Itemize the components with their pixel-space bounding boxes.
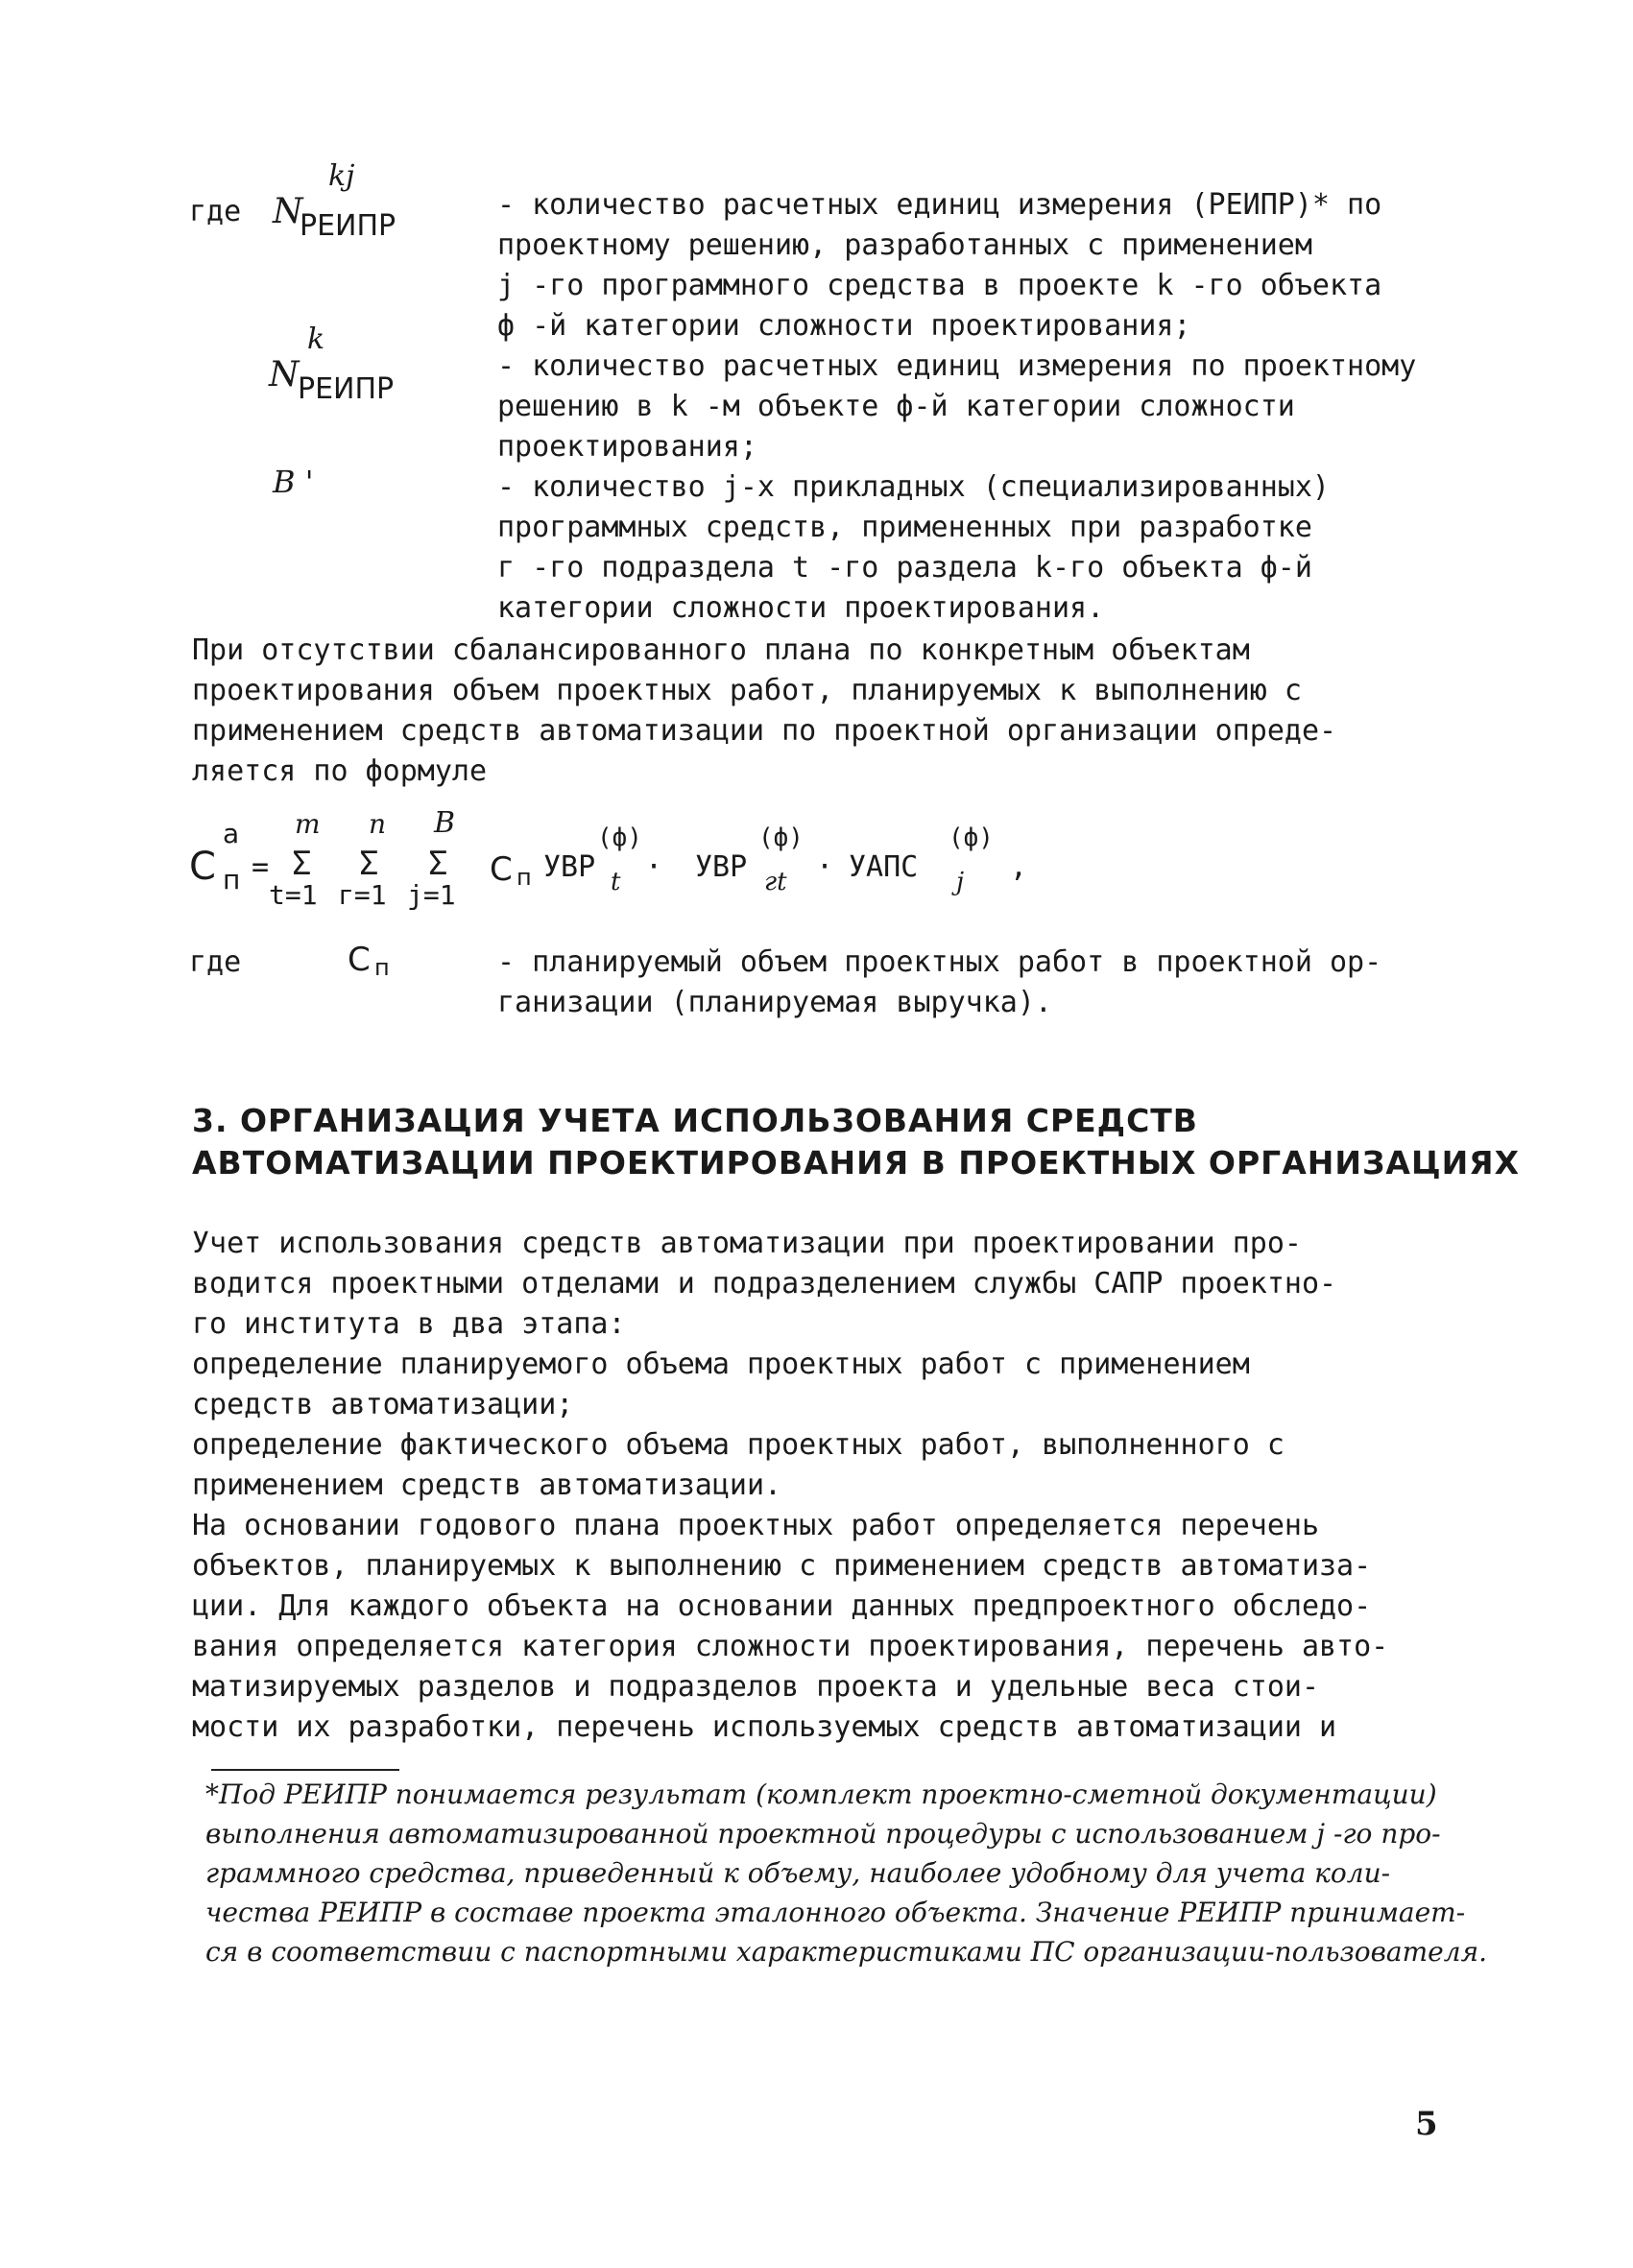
formula-term-uvr-gt-subscript: гt: [764, 868, 787, 896]
symbol-b-prime: B ': [273, 464, 314, 500]
definition-line: - количество расчетных единиц измерения по проектному: [497, 349, 1417, 383]
paragraph-line: проектирования объем проектных работ, планируемых к выполнению с: [192, 674, 1302, 707]
paragraph-line: ции. Для каждого объекта на основании данных предпроектного обследо-: [192, 1589, 1372, 1623]
sum2-upper-limit: n: [369, 808, 387, 840]
paragraph-line: Учет использования средств автоматизации при проектировании про-: [192, 1227, 1302, 1260]
sum3-sigma: Σ: [428, 845, 448, 883]
sum1-lower-limit: t=1: [269, 879, 318, 911]
footnote-line: *Под РЕИПР понимается результат (комплект проектно-сметной документации): [205, 1779, 1437, 1810]
definition-line: ф -й категории сложности проектирования;: [497, 309, 1191, 343]
paragraph-line: применением средств автоматизации.: [192, 1468, 782, 1502]
where-label-2: где: [189, 945, 242, 979]
definition-line: ганизации (планируемая выручка).: [497, 986, 1052, 1019]
paragraph-line: определение планируемого объема проектных работ с применением: [192, 1348, 1250, 1381]
definition-line: - количество расчетных единиц измерения (РЕИПР)* по: [497, 188, 1382, 222]
definition-line: проектному решению, разработанных с применением: [497, 228, 1312, 262]
formula-lhs-subscript: п: [223, 864, 241, 895]
sum2-sigma: Σ: [359, 845, 379, 883]
section-heading-line-2: АВТОМАТИЗАЦИИ ПРОЕКТИРОВАНИЯ В ПРОЕКТНЫХ ОРГАНИЗАЦИЯХ: [192, 1144, 1521, 1182]
definition-line: решению в k -м объекте ф-й категории сложности: [497, 390, 1295, 423]
symbol-n-k-superscript: k: [307, 322, 325, 356]
formula-term-uaps-subscript: j: [956, 868, 965, 896]
formula-comma: ,: [1010, 850, 1028, 884]
formula-term-uvr-gt: УВР: [695, 850, 748, 884]
paragraph-line: средств автоматизации;: [192, 1388, 574, 1421]
paragraph-line: матизируемых разделов и подразделов проекта и удельные веса стои-: [192, 1670, 1319, 1704]
formula-equals: =: [252, 850, 270, 884]
formula-term-uaps: УАПС: [849, 850, 919, 884]
definition-line: - количество j-х прикладных (специализированных): [497, 470, 1330, 504]
footnote-line: граммного средства, приведенный к объему, наиболее удобному для учета коли-: [205, 1857, 1391, 1889]
definition-line: категории сложности проектирования.: [497, 591, 1105, 625]
formula-term-uaps-superscript: (ф): [949, 824, 994, 852]
sum2-lower-limit: г=1: [338, 879, 387, 911]
sum1-sigma: Σ: [292, 845, 312, 883]
formula-term-cp: С: [490, 850, 513, 889]
formula-term-uvr-subscript: t: [611, 868, 621, 896]
symbol-cp-subscript: п: [374, 954, 390, 981]
definition-line: проектирования;: [497, 430, 757, 464]
symbol-n-k-subscript: РЕИПР: [298, 372, 395, 406]
sum1-upper-limit: m: [295, 808, 321, 840]
formula-dot: ·: [645, 850, 663, 884]
paragraph-line: При отсутствии сбалансированного плана по конкретным объектам: [192, 633, 1250, 667]
symbol-cp-base: С: [348, 941, 371, 979]
formula-term-cp-subscript: п: [516, 864, 532, 891]
footnote-rule: [211, 1769, 399, 1771]
footnote-line: выполнения автоматизированной проектной процедуры с использованием j -го про-: [205, 1818, 1441, 1850]
definition-line: j -го программного средства в проекте k -го объекта: [497, 269, 1382, 302]
page-number: 5: [1415, 2105, 1438, 2143]
formula-term-uvr-gt-superscript: (ф): [758, 824, 804, 852]
paragraph-line: объектов, планируемых к выполнению с применением средств автоматиза-: [192, 1549, 1372, 1583]
definition-line: программных средств, примененных при разработке: [497, 511, 1312, 544]
where-label: где: [189, 195, 242, 228]
paragraph-line: мости их разработки, перечень используемых средств автоматизации и: [192, 1710, 1337, 1744]
definition-line: - планируемый объем проектных работ в проектной ор-: [497, 945, 1382, 979]
formula-lhs-superscript: а: [223, 818, 240, 849]
paragraph-line: На основании годового плана проектных работ определяется перечень: [192, 1509, 1319, 1542]
paragraph-line: определение фактического объема проектных работ, выполненного с: [192, 1428, 1285, 1462]
symbol-n-kj-superscript: kj: [328, 159, 355, 193]
section-heading-line-1: 3. ОРГАНИЗАЦИЯ УЧЕТА ИСПОЛЬЗОВАНИЯ СРЕДСТВ: [192, 1102, 1198, 1139]
footnote-line: чества РЕИПР в составе проекта эталонного объекта. Значение РЕИПР принимает-: [205, 1897, 1466, 1928]
footnote-line: ся в соответствии с паспортными характеристиками ПС организации-пользователя.: [205, 1936, 1488, 1968]
formula-lhs-base: С: [189, 845, 216, 889]
formula-term-uvr: УВР: [543, 850, 596, 884]
paragraph-line: применением средств автоматизации по проектной организации опреде-: [192, 714, 1337, 748]
paragraph-line: го института в два этапа:: [192, 1307, 626, 1341]
formula-term-uvr-superscript: (ф): [597, 824, 642, 852]
paragraph-line: вания определяется категория сложности проектирования, перечень авто-: [192, 1630, 1389, 1663]
formula-dot: ·: [816, 850, 834, 884]
definition-line: г -го подраздела t -го раздела k-го объекта ф-й: [497, 551, 1312, 585]
paragraph-line: водится проектными отделами и подразделением службы САПР проектно-: [192, 1267, 1337, 1301]
sum3-lower-limit: j=1: [407, 879, 456, 911]
symbol-n-k-base: N: [269, 355, 300, 394]
symbol-n-kj-base: N: [273, 192, 303, 231]
symbol-n-kj-subscript: РЕИПР: [300, 209, 396, 243]
paragraph-line: ляется по формуле: [192, 754, 488, 788]
sum3-upper-limit: B: [434, 806, 456, 840]
